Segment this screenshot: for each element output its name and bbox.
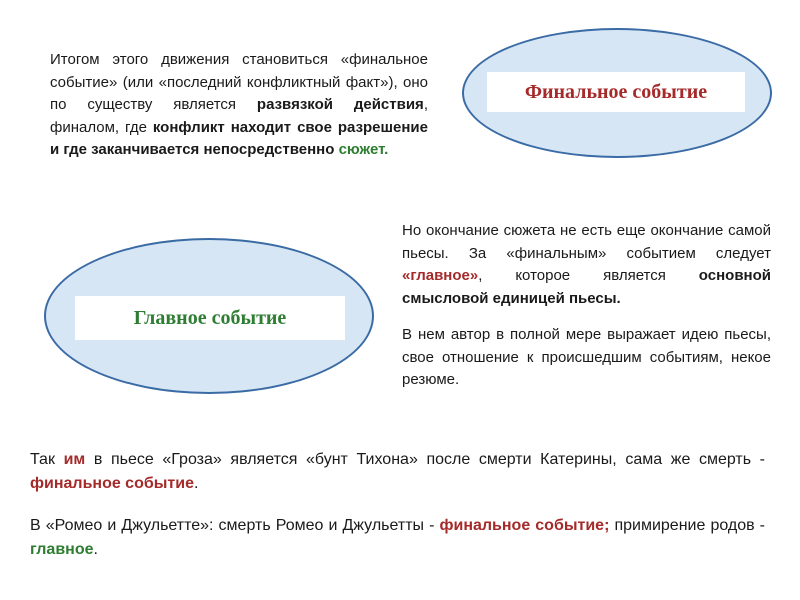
right-paragraph-2: В нем автор в полной мере выражает идею пьесы, свое отношение к происшедшим событиям, некое резюме.: [402, 326, 771, 388]
bottom-red-1: им: [63, 451, 86, 468]
bottom-text-1: Так: [30, 451, 64, 468]
bottom-red-2: финальное событие: [30, 475, 194, 492]
intro-green-1: сюжет.: [338, 141, 389, 158]
bottom-paragraph-2: [30, 514, 765, 562]
intro-paragraph: [50, 49, 428, 162]
bottom-text-2: в пьесе «Гроза» является «бунт Тихона» после смерти Катерины, сама же смерть -: [85, 451, 765, 468]
bottom-paragraph-1: [30, 448, 765, 496]
right-paragraph-1: [402, 220, 771, 310]
intro-bold-2: конфликт находит свое разрешение и где заканчивается непосредственно: [50, 118, 428, 158]
bottom-paragraph: [30, 448, 765, 562]
right-red-1: «главное»: [402, 267, 479, 284]
right-text-2: , которое является: [478, 267, 699, 284]
bottom-text-6: .: [93, 541, 98, 558]
main-event-label: Главное событие: [75, 296, 345, 340]
intro-text-1: Итогом этого движения становиться «финальное событие» (или «последний конфликтный факт»), оно по существу является: [50, 51, 428, 113]
intro-bold-1: развязкой действия: [256, 96, 424, 113]
bottom-text-4: В «Ромео и Джульетте»: смерть Ромео и Джульетты -: [30, 517, 440, 534]
bottom-red-3: финальное событие;: [439, 517, 610, 534]
bottom-green-1: главное: [30, 541, 94, 558]
right-paragraph: [402, 220, 771, 392]
final-event-label: Финальное событие: [487, 72, 745, 112]
right-bold-1: основной смысловой единицей пьесы.: [402, 267, 771, 307]
right-text-1: Но окончание сюжета не есть еще окончание самой пьесы. За «финальным» событием следует: [402, 222, 771, 262]
bottom-text-3: .: [193, 475, 199, 492]
intro-text-2: , финалом, где: [50, 96, 428, 136]
bottom-text-5: примирение родов -: [609, 517, 766, 534]
